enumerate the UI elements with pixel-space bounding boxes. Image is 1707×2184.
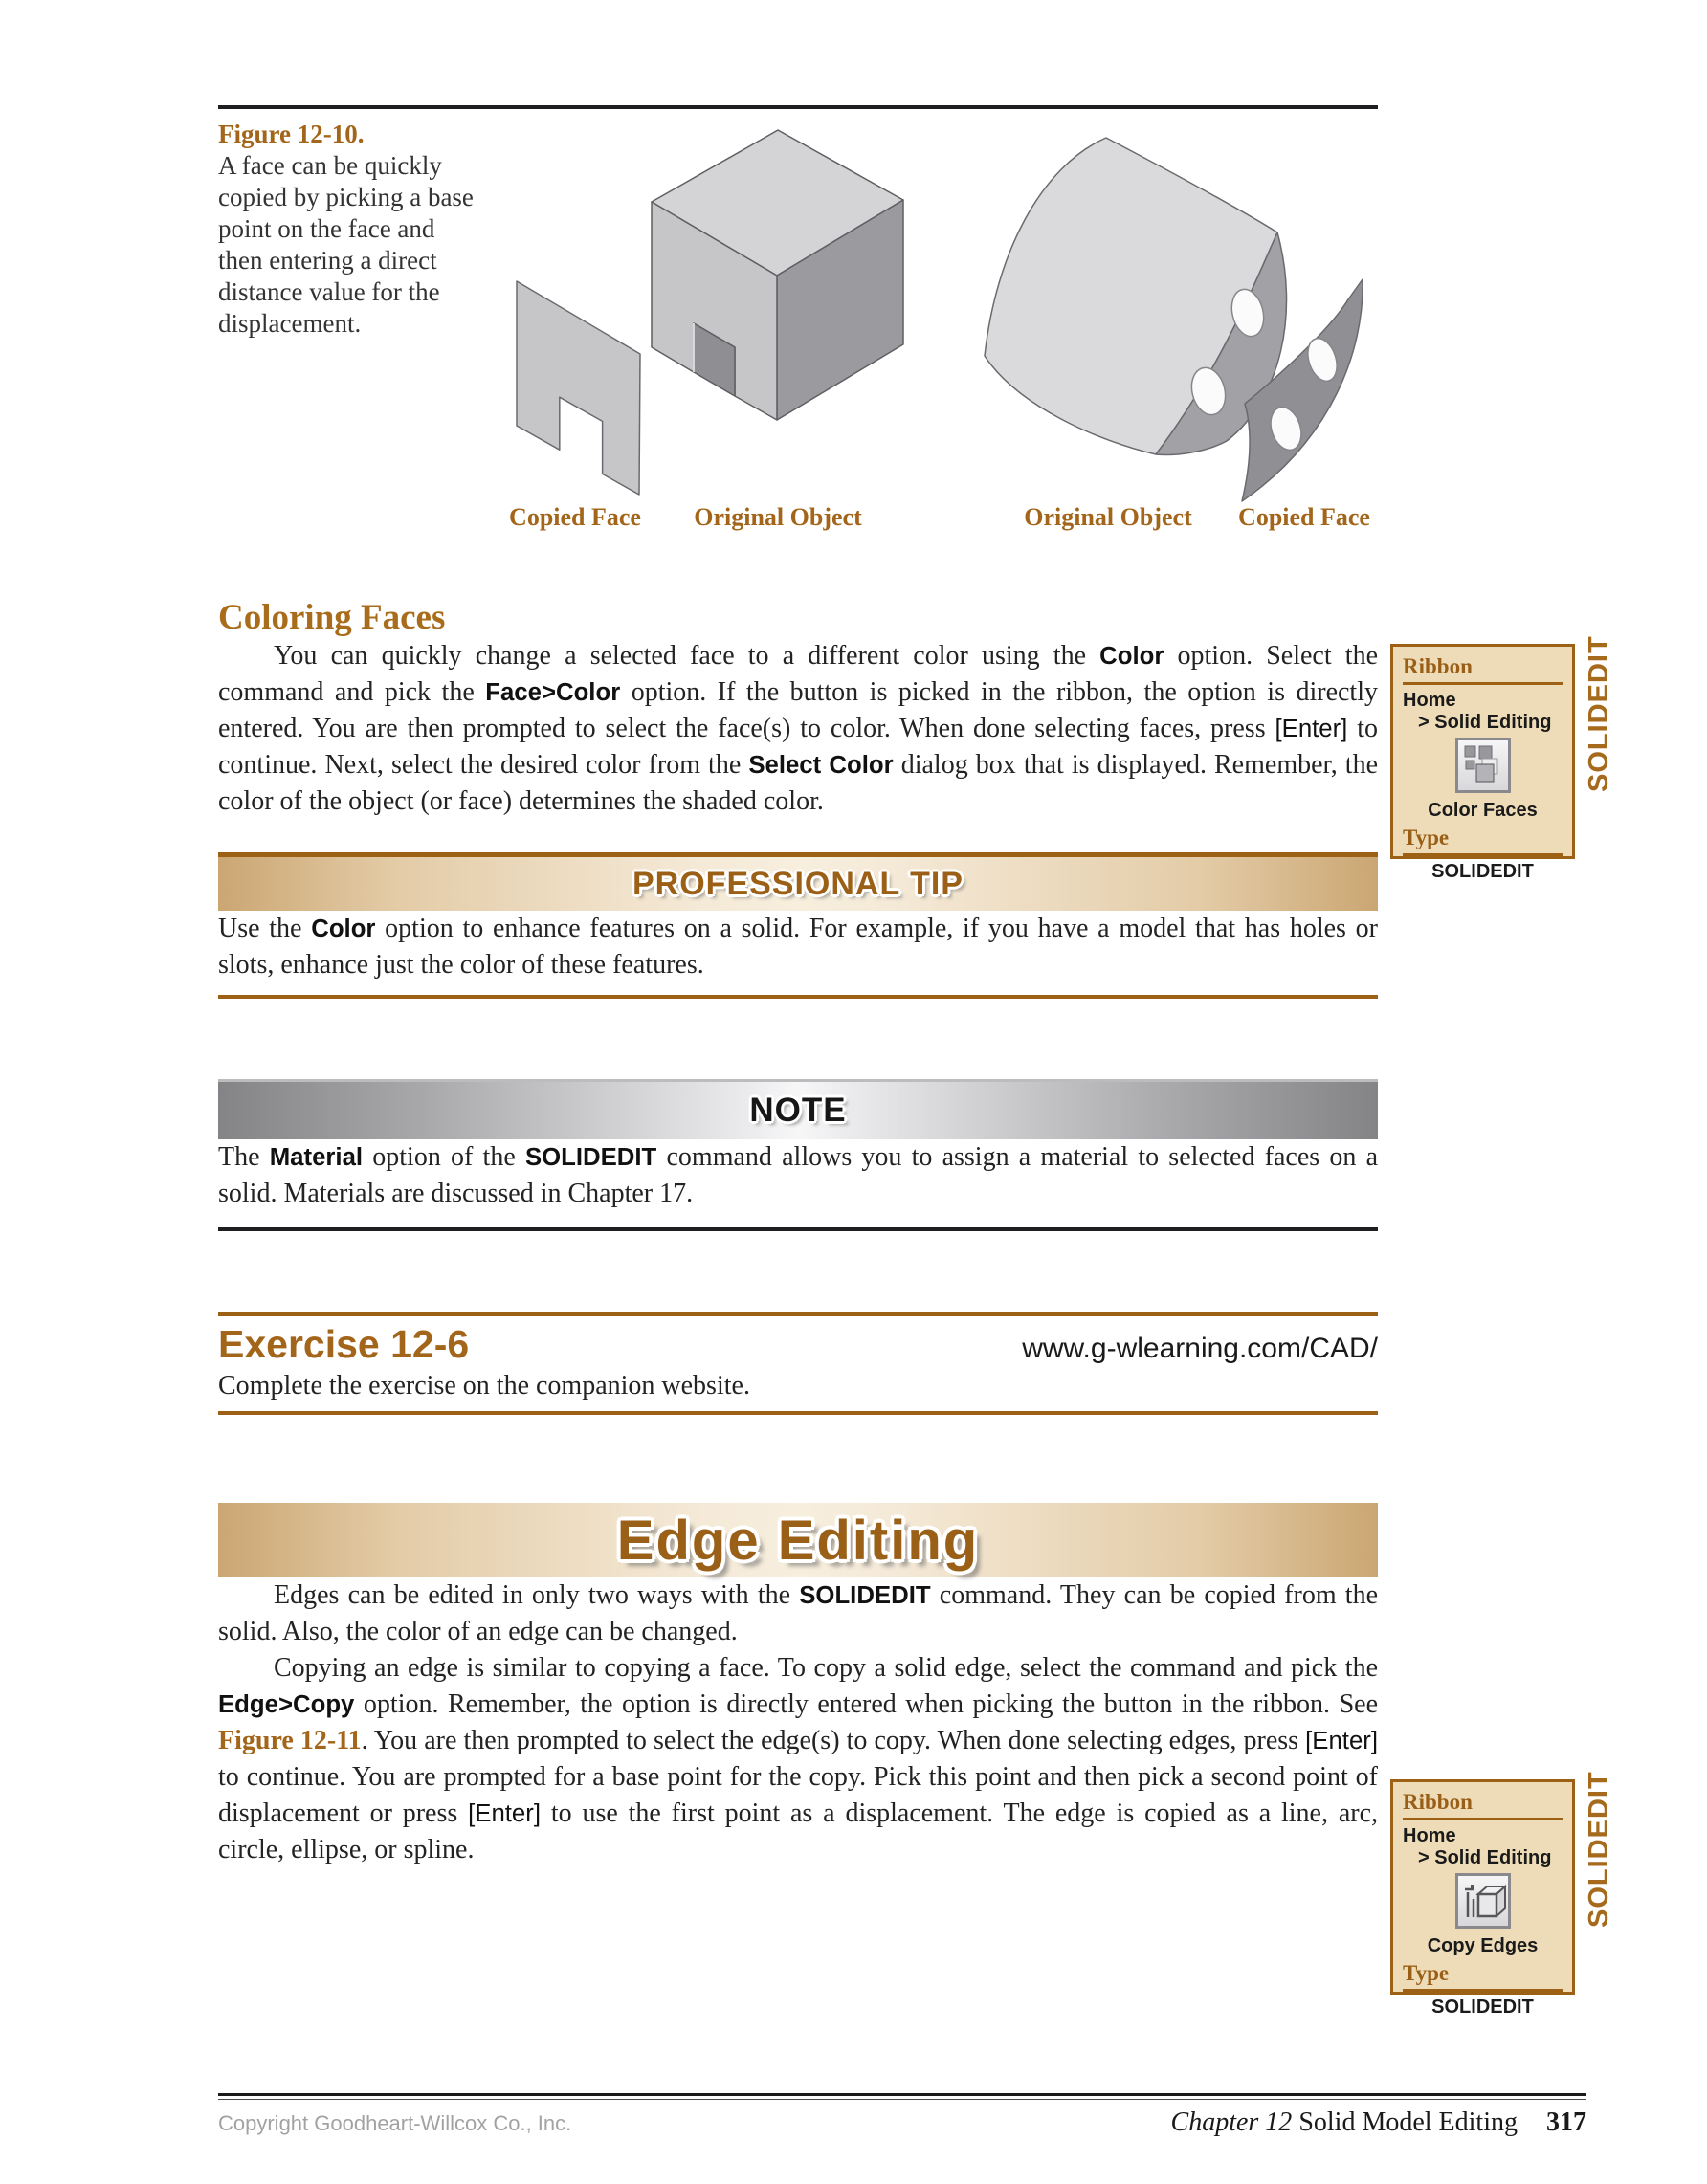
professional-tip-block [218, 852, 1378, 999]
exercise-text: Complete the exercise on the companion website. [218, 1371, 750, 1401]
figure-number: Figure 12-10. [218, 120, 365, 148]
ribbon-section-label: Ribbon [1403, 654, 1473, 678]
side-command-label: SOLIDEDIT [1584, 1771, 1614, 1928]
note-block [218, 1079, 1378, 1231]
exercise-top-rule [218, 1312, 1378, 1316]
type-section-label: Type [1403, 1961, 1450, 1985]
note-banner [218, 1079, 1378, 1139]
figure-label: Copied Face [509, 503, 641, 531]
note-bottom-rule [218, 1227, 1378, 1231]
ribbon-tab: Home [1403, 1825, 1456, 1846]
exercise-url: www.g-wlearning.com/CAD/ [1022, 1333, 1378, 1364]
chapter-page-info: Chapter 12 Solid Model Editing 317 [1170, 2107, 1586, 2137]
ribbon-panel: > Solid Editing [1418, 712, 1552, 733]
ribbon-reference-box-color-faces [1390, 644, 1575, 882]
figure-caption-text: A face can be quickly copied by picking a base point on the face and then entering a direct distance value for the displacement. [218, 151, 474, 338]
ribbon-divider [1403, 1989, 1563, 1992]
ribbon-tab: Home [1403, 690, 1456, 711]
edge-editing-paragraph-1: Edges can be edited in only two ways with the SOLIDEDIT command. They can be copied from the solid. Also, the color of an edge can be changed. [218, 1580, 1379, 1646]
tool-label: Copy Edges [1427, 1935, 1539, 1956]
figure-label: Copied Face [1238, 503, 1370, 531]
copyright-text: Copyright Goodheart-Willcox Co., Inc. [218, 2111, 572, 2135]
footer-rule [218, 2093, 1586, 2100]
figure-label: Original Object [694, 503, 862, 531]
tool-button [1403, 738, 1563, 798]
ribbon-divider [1403, 682, 1563, 685]
note-text: The Material option of the SOLIDEDIT command allows you to assign a material to selected faces on a solid. Materials are discussed in Chapter 17. [218, 1142, 1379, 1208]
edge-editing-title: Edge Editing [616, 1509, 980, 1572]
edge-editing-banner [218, 1503, 1378, 1577]
coloring-faces-paragraph: You can quickly change a selected face to a different color using the Color option. Select the command and pick the Face>Color option. If the button is picked in the ribbon, the option is directly entered. You are then prompted to select the face(s) to color. When done selecting faces, press [Enter] to continue. Next, select the desired color from the Select Color dialog box that is displayed. Remember, the color of the object (or face) determines the shaded color. [218, 641, 1378, 816]
tool-label: Color Faces [1428, 800, 1538, 821]
footer-row [218, 2107, 1586, 2138]
ribbon-panel: > Solid Editing [1418, 1847, 1552, 1868]
color-faces-icon [1455, 738, 1511, 793]
professional-tip-banner [218, 857, 1378, 911]
coloring-faces-heading: Coloring Faces [218, 598, 446, 637]
figure-labels [218, 109, 1378, 582]
figure-12-10 [218, 109, 1378, 582]
exercise-bottom-rule [218, 1411, 1378, 1415]
exercise-title: Exercise 12-6 [218, 1322, 470, 1366]
copy-edges-icon [1455, 1873, 1511, 1929]
command-name: SOLIDEDIT [1431, 1996, 1534, 2018]
edge-editing-paragraph-2: Copying an edge is similar to copying a face. To copy a solid edge, select the command and pick the Edge>Copy option. Remember, the option is directly entered when picking the button in the ribbon. See Figure 12-11. You are then prompted to select the edge(s) to copy. When done selecting edges, press [Enter] to continue. You are prompted for a base point for the copy. Pick this point and then pick a second point of displacement or press [Enter] to use the first point as a displacement. The edge is copied as a line, arc, circle, ellipse, or spline. [218, 1653, 1379, 1864]
main-column [218, 0, 1378, 1868]
ribbon-section-label: Ribbon [1403, 1790, 1473, 1814]
figure-label: Original Object [1024, 503, 1192, 531]
exercise-header [218, 1322, 1378, 1367]
note-title: NOTE [749, 1092, 847, 1129]
ribbon-divider [1403, 853, 1563, 856]
ribbon-reference-box-copy-edges [1390, 1779, 1575, 2018]
professional-tip-title: PROFESSIONAL TIP [632, 865, 964, 902]
exercise-block [218, 1312, 1378, 1415]
tip-bottom-rule [218, 995, 1378, 999]
professional-tip-text: Use the Color option to enhance features on a solid. For example, if you have a model that has holes or slots, enhance just the color of these features. [218, 914, 1378, 980]
command-name: SOLIDEDIT [1431, 861, 1534, 882]
page-footer [218, 2093, 1586, 2138]
tool-button [1403, 1873, 1563, 1933]
ribbon-divider [1403, 1818, 1563, 1820]
side-command-label: SOLIDEDIT [1584, 635, 1614, 792]
type-section-label: Type [1403, 826, 1450, 849]
